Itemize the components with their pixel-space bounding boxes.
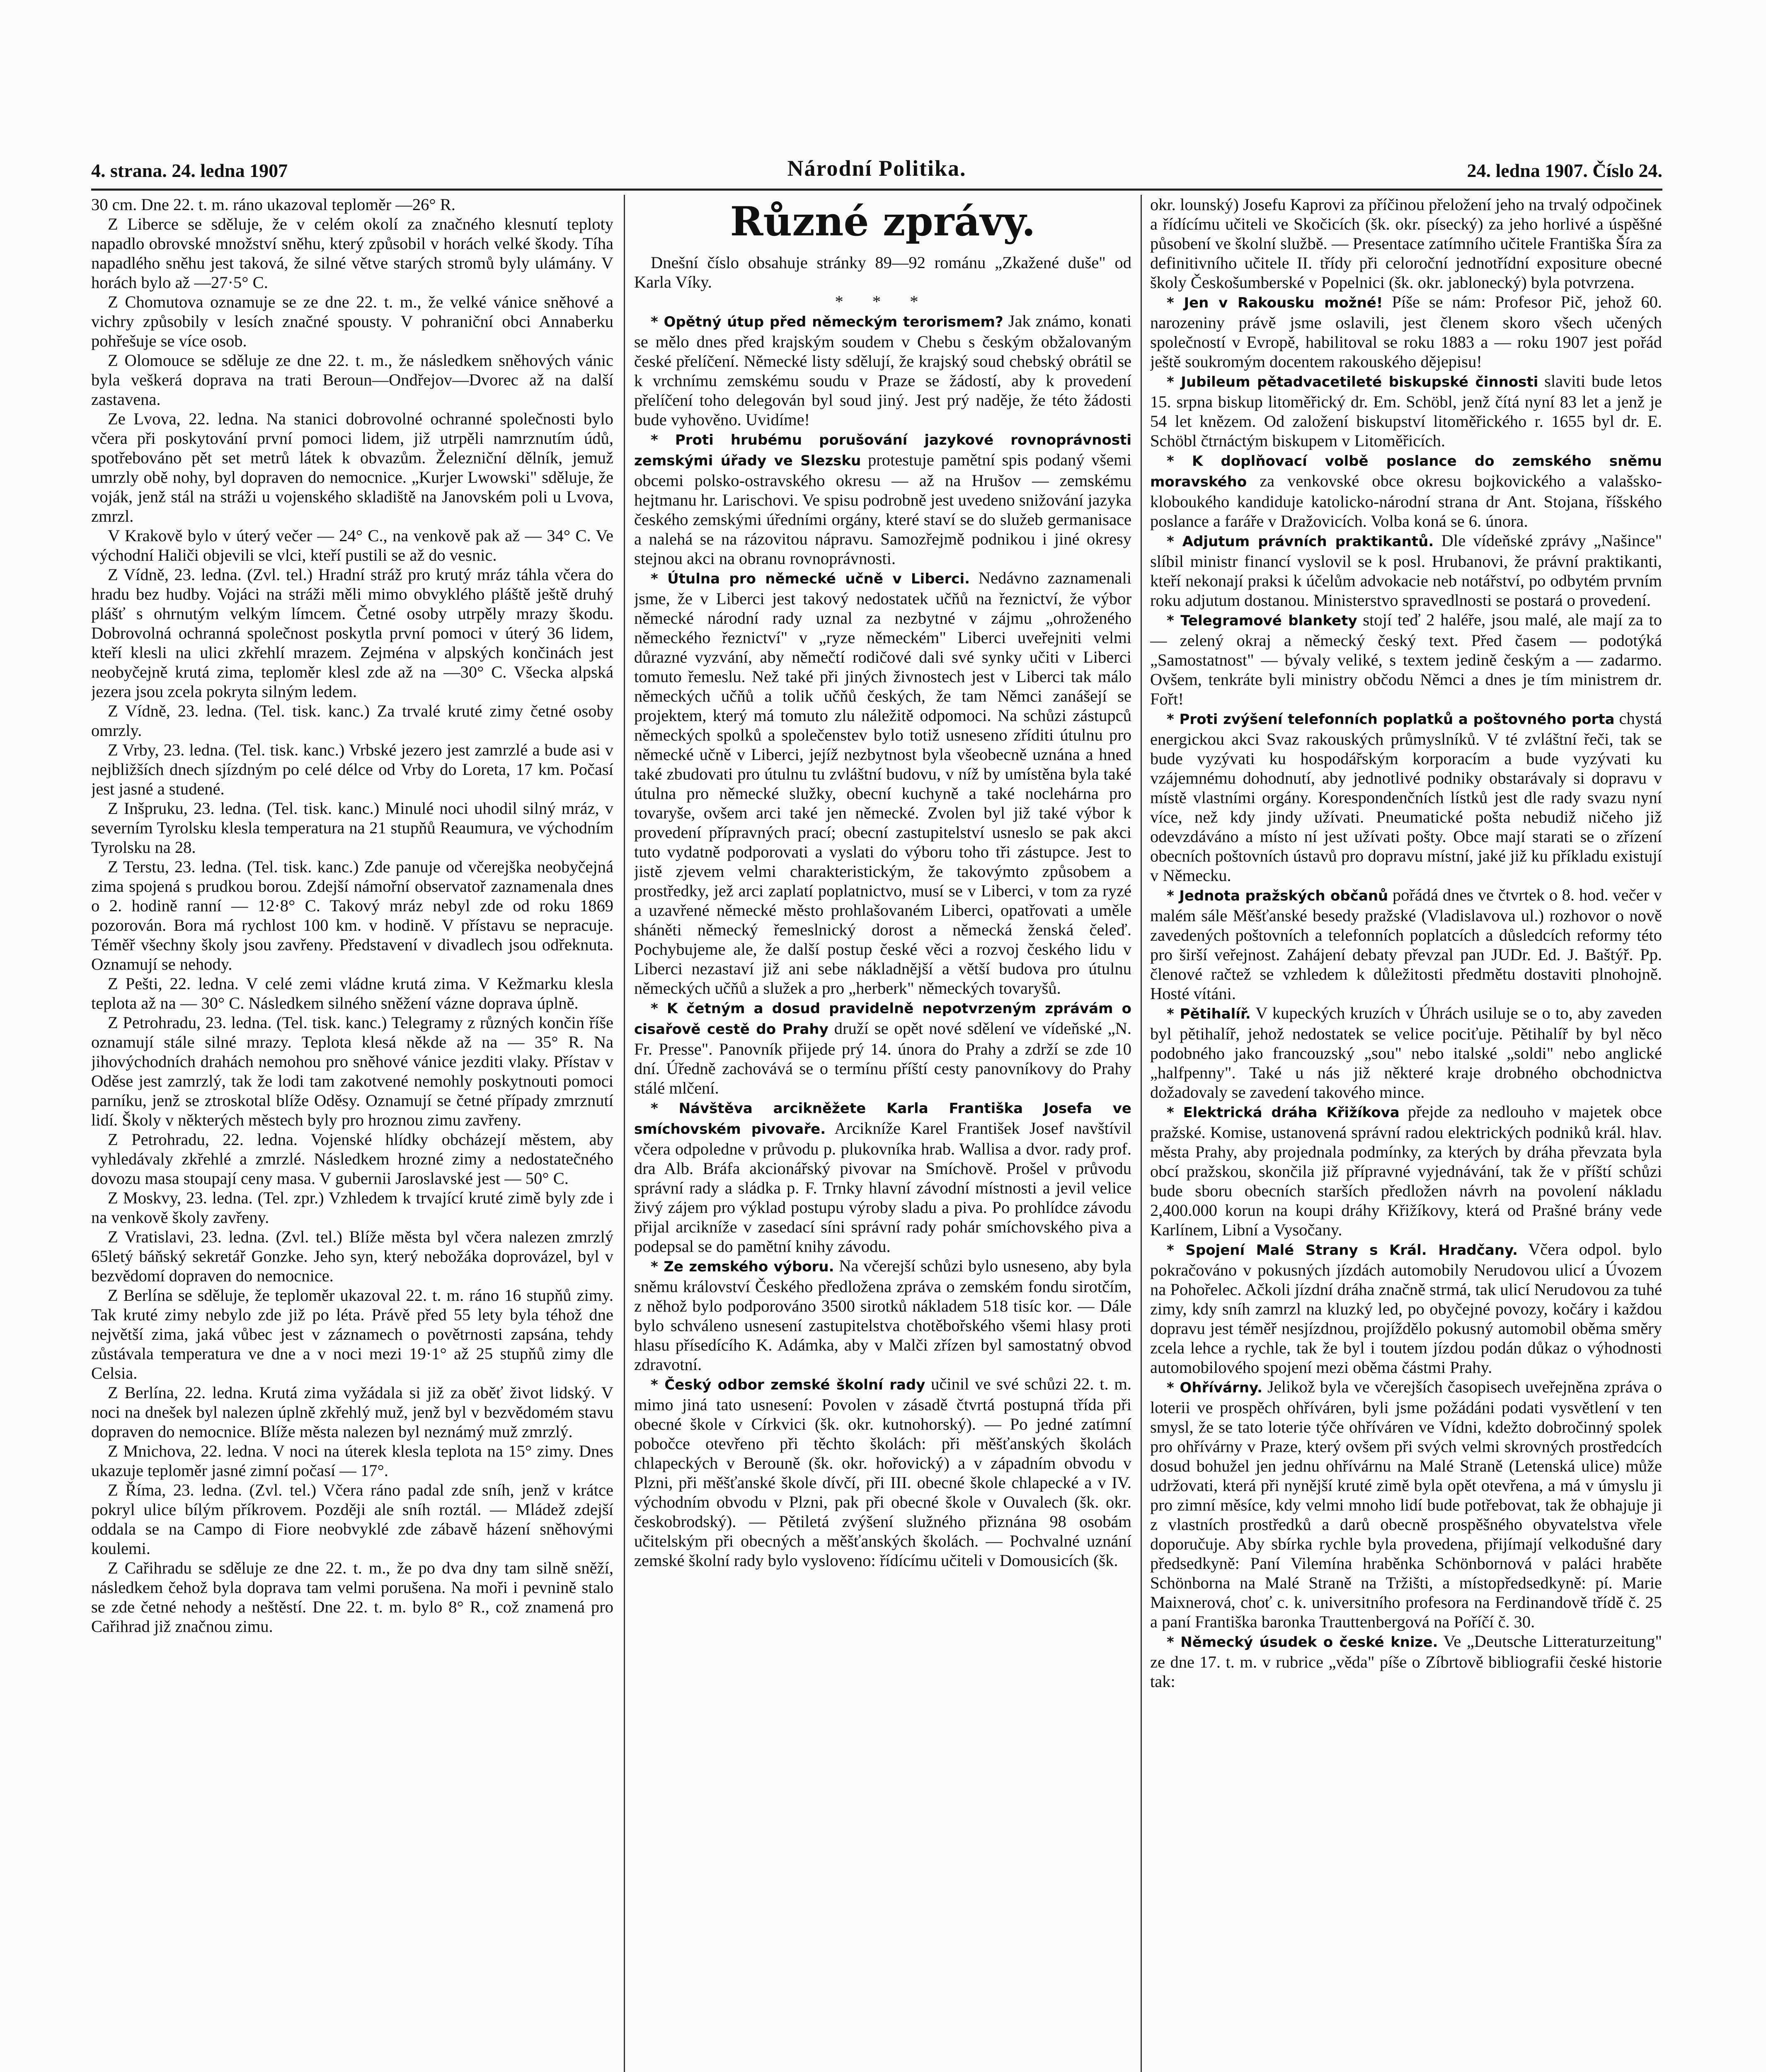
news-item-text: Píše se nám: Profesor Pič, jehož 60. narozeniny právě jsme oslavili, jest členem skoro všech učených společností v Evropě, habilitoval se roku 1883 a — roku 1907 jest pořád ještě soukromým docentem rakouského dějepisu! [1150, 293, 1662, 371]
news-item [1150, 371, 1662, 450]
column-various-news-continued [1150, 195, 1662, 2072]
news-item-title: * Ze zemského výboru. [651, 1259, 834, 1275]
news-item-text: slaviti bude letos 15. srpna biskup litoměřický dr. Em. Schöbl, jenž čítá nyní 83 let a jenž je 54 let knězem. Od založení biskupství litoměřického r. 1655 byl dr. E. Schöbl čtrnáctým biskupem v Litoměřicích. [1150, 372, 1662, 450]
news-item [634, 1374, 1131, 1570]
news-item-text: stojí teď 2 haléře, jsou malé, ale mají za to — zelený okraj a německý český text. Před časem — podotýká „Samostatnost" — bývaly veliké, s textem jedině českým a — zadarmo. Ovšem, tenkráte byli ministry občodu Němci a dnes je tím ministrem dr. Fořt! [1150, 610, 1662, 708]
news-item-title: * Návštěva arcikněžete Karla Františka Josefa ve smíchovském pivovaře. [634, 1100, 1131, 1138]
news-item-title: * Opětný útup před německým terorismem? [651, 314, 1003, 330]
news-item-title: * Ohřívárny. [1167, 1380, 1263, 1396]
news-item-title: * Útulna pro německé učně v Liberci. [651, 571, 970, 587]
news-item [634, 311, 1131, 429]
news-item [1150, 531, 1662, 610]
news-item [1150, 1377, 1662, 1631]
news-item-text: učinil ve své schůzi 22. t. m. mimo jiná tato usnesení: Povolen v zásadě čtvrtá postupná třída při obecné škole v Církvici (šk. okr. kutnohorský). — Po jedné zatímní pobočce otevřeno při těchto školách: při měšťanských školách chlapeckých v Berouně (šk. okr. hořovický) a v západním obvodu v Plzni, při měšťanské škole dívčí, při III. obecné škole chlapecké a v IV. východním obvodu v Plzni, pak při obecné škole v Ouvalech (šk. okr. českobrodský). — Pětiletá zvýšení služného přiznána 98 osobám učitelským při obecných a měšťanských školách. — Pochvalné uznání zemské školní rady bylo vysloveno: řídícímu učiteli v Domousicích (šk. [634, 1375, 1131, 1570]
paragraph: Z Petrohradu, 23. ledna. (Tel. tisk. kanc.) Telegramy z různých končin říše oznamují stále silné mrazy. Teplota klesá někde až na — 35° R. Na jihovýchodních drahách nemohou pro sněhové vánice jezditi vlaky. Přístav v Oděse jest zamrzlý, tak že lodi tam zakotvené nemohly poskytnouti pomoci parníku, jenž se ztroskotal blíže Oděsy. Oznamují se četné případy zmrznutí lidí. Školy v některých městech byly pro hroznou zimu zavřeny. [91, 1013, 613, 1129]
news-item-text: Dle vídeňské zprávy „Našince" slíbil ministr financí vyslovil se k posl. Hrubanovi, že právní praktikanti, kteří nekonají praksi k účelům advokacie neb notářství, po odbytém prvním roku adjutum dostanou. Ministerstvo spravedlnosti se postará o provedení. [1150, 531, 1662, 610]
news-item [1150, 1631, 1662, 1691]
news-item-text: Ve „Deutsche Litteraturzeitung" ze dne 17. t. m. v rubrice „věda" píše o Zíbrtově bibliografii české historie tak: [1150, 1632, 1662, 1691]
news-item [1150, 885, 1662, 1003]
news-item-title: * Německý úsudek o české knize. [1167, 1634, 1438, 1651]
news-item-text: Jelikož byla ve včerejších časopisech uveřejněna zpráva o loterii ve prospěch ohříváren, byli jsme požádáni podati vysvětlení v ten smysl, že se tato loterie týče ohříváren ve Vídni, kdežto dobročinný spolek pro ohřívárny v Praze, který ovšem při svých velmi skrovných prostředcích dosud bohužel jen jednu ohřívárnu na Malé Straně (Letenská ulice) může udržovati, která při nynější kruté zimě byla opět otevřena, a má v úmyslu ji pro zimní měsíce, kdy velmi mnoho lidí bude potřebovat, tak že obhajuje ji z vlastních prostředků a darů obecně prospěšného obyvatelstva vřele doporučuje. Aby sbírka rychle byla provedena, přijímají velkodušné dary předsedkyně: Paní Vilemína hraběnka Schönbornová v paláci hraběte Schönborna na Malé Straně na Tržišti, a místopředsedkyně: pí. Marie Maixnerová, choť c. k. universitního profesora na Ferdinandově třídě č. 25 a paní Františka baronka Trauttenbergová na Poříčí č. 30. [1150, 1377, 1662, 1631]
paragraph: Z Chomutova oznamuje se ze dne 22. t. m., že velké vánice sněhové a vichry způsobily v lesích značné spousty. V pohraniční obci Annaberku pohřešuje se více osob. [91, 293, 613, 350]
column-divider-2 [1141, 195, 1142, 2072]
paragraph: Z Vídně, 23. ledna. (Tel. tisk. kanc.) Za trvalé kruté zimy četné osoby omrzly. [91, 702, 613, 740]
column-weather-reports [91, 195, 613, 2072]
news-item-text: Jak známo, konati se mělo dnes před krajským soudem v Chebu s českým obžalovaným české přelíčení. Německé listy sdělují, že krajský soud chebský obrátil se k vrchnímu zemskému soudu v Praze se žádostí, aby k provedení přelíčení toho delegován byl soud jiný. Jest prý naděje, že této žádosti bude vyhověno. Uvidíme! [634, 312, 1131, 429]
paragraph: Z Terstu, 23. ledna. (Tel. tisk. kanc.) Zde panuje od včerejška neobyčejná zima spojená s prudkou borou. Zdejší námořní observatoř zaznamenala dnes o 2. hodině ranní — 12·8° C. Takový mráz nebyl zde od roku 1869 pozorován. Bora má rychlost 100 km. v hodině. V přístavu se nepracuje. Téměř všechny školy jsou zavřeny. Představení v divadlech jsou odřeknuta. Oznamují se nehody. [91, 857, 613, 973]
newspaper-title: Národní Politika. [787, 156, 967, 181]
paragraph: Z Vídně, 23. ledna. (Zvl. tel.) Hradní stráž pro krutý mráz táhla včera do hradu bez hudby. Vojáci na stráži měli mimo obvyklého pláště ještě druhý plášť s ohrnutým velkým límcem. Četné osoby utrpěly mrazy škodu. Dobrovolná ochranná společnost poskytla první pomoci v úterý 36 lidem, kteří klesli na ulici zkřehlí mrazem. Zejména v alpských končinách jest neobyčejně krutá zima, teploměr klesl zde až na —30° C. Všecka alpská jezera jsou zcela pokryta silným ledem. [91, 565, 613, 701]
news-item-title: * Jubileum pětadvacetileté biskupské činnosti [1167, 374, 1538, 390]
date-issue-number: 24. ledna 1907. Číslo 24. [1467, 160, 1662, 181]
header-rule [91, 189, 1662, 191]
news-item-text: za venkovské obce okresu bojkovického a valašsko-kloboukého kandiduje katolicko-národní strana dr Ant. Stojana, říšského poslance a faráře v Dražovicích. Volba koná se 6. února. [1150, 472, 1662, 530]
news-item [1150, 610, 1662, 709]
paragraph: Z Pešti, 22. ledna. V celé zemi vládne krutá zima. V Kežmarku klesla teplota až na — 30° C. Následkem silného sněžení vázne doprava úplně. [91, 974, 613, 1012]
page-number-date: 4. strana. 24. ledna 1907 [91, 160, 288, 181]
paragraph: Z Říma, 23. ledna. (Zvl. tel.) Včera ráno padal zde sníh, jenž v krátce pokryl ulice bílým příkrovem. Později ale sníh roztál. — Mládež zdejší oddala se na Campo di Fiore neobvyklé zde zábavě házení sněhovými koulemi. [91, 1481, 613, 1558]
column-divider-1 [624, 195, 625, 2072]
news-item-title: * K doplňovací volbě poslance do zemského sněmu moravského [1150, 453, 1662, 490]
paragraph: Z Liberce se sděluje, že v celém okolí za značného klesnutí teploty napadlo obrovské množství sněhu, který způsobil v horách velké škody. Tíha napadlého sněhu jest taková, že silné větve starých stromů byly ulámány. V horách bylo až —27·5° C. [91, 215, 613, 292]
news-item-text: chystá energickou akci Svaz rakouských průmyslníků. V té zvláštní řeči, tak se bude vyzývati ku hospodářským korporacím a bude vyzývati ku vzájemnému dohodnutí, aby jednotlivé podniky obstarávaly si dopravu v místě vlastními orgány. Korespondenčních lístků jest dle rady svazu nyní více, než kdy jindy užívati. Pneumatické pošta nebudiž ničeho již odevzdáváno a místo ní jest užívati pošty. Obce mají starati se o zřízení obecních poštovních ústavů pro dopravu místní, jaké již ku příkladu existují v Německu. [1150, 709, 1662, 885]
news-item [1150, 1102, 1662, 1239]
paragraph: okr. lounský) Josefu Kaprovi za příčinou přeložení jeho na trvalý odpočinek a řídícímu učiteli ve Skočicích (šk. okr. písecký) za jeho horlivé a úspěšné působení ve školní službě. — Presentace zatímního učitele Františka Šíra za definitivního učitele II. třídy při celoroční jednotřídní expositure obecné školy Českošumberské v Popelnici (šk. okr. jablonecký) byla potvrzena. [1150, 195, 1662, 292]
news-item [634, 429, 1131, 568]
news-item [634, 1256, 1131, 1374]
paragraph: Z Mnichova, 22. ledna. V noci na úterek klesla teplota na 15° zimy. Dnes ukazuje teploměr jasné zimní počasí — 17°. [91, 1442, 613, 1480]
paragraph: Z Berlína se sděluje, že teploměr ukazoval 22. t. m. ráno 16 stupňů zimy. Tak kruté zimy nebylo zde již po léta. Právě před 55 lety byla téhož dne největší zima, jaká vůbec jest v záznamech o povětrnosti zapsána, tehdy zůstávala temperatura ve dne a v noci mezi 19·1° až 25 stupňů zimy dle Celsia. [91, 1286, 613, 1382]
paragraph: Z Vratislavi, 23. ledna. (Zvl. tel.) Blíže města byl včera nalezen zmrzlý 65letý báňský sekretář Gonzke. Jeho syn, který nebožáka doprovázel, byl v bezvědomí dopraven do nemocnice. [91, 1227, 613, 1285]
news-item-title: * Proti zvýšení telefonních poplatků a poštovného porta [1167, 711, 1615, 728]
news-item [1150, 1003, 1662, 1102]
paragraph: Z Cařihradu se sděluje ze dne 22. t. m., že po dva dny tam silně sněží, následkem čehož byla doprava tam velmi porušena. Na moři i pevnině stalo se zde četné nehody a neštěstí. Dne 22. t. m. bylo 8° R., což znamená pro Cařihrad již značnou zimu. [91, 1559, 613, 1636]
news-item-text: Včera odpol. bylo pokračováno v pokusných jízdách automobily Nerudovou ulicí a Úvozem na Pohořelec. Ačkoli jízdní dráha značně strmá, tak ulicí Nerudovou za tuhé zimy, kdy sníh zamrzl na kluzký led, po obyčejné povozy, kočáry i každou dopravu jest téměř nesjízdnou, projíždělo pokusný automobil oběma směry zcela lehce a rychle, tak že byl i toutem jízdou podán důkaz o výhodnosti automobilového spojení mezi oběma částmi Prahy. [1150, 1240, 1662, 1377]
news-item-text: Arcikníže Karel František Josef navštívil včera odpoledne v průvodu p. plukovníka hrab. Wallisa a dvor. rady prof. dra Alb. Bráfa akcionářský pivovar na Smíchově. Prošel v průvodu správní rady a sládka p. F. Trnky hlavní závodní místnosti a jevil velice živý zájem pro výklad postupu výroby sladu a piva. Po prohlídce závodu přijal arcikníže v zasedací síni správní rady pohár smíchovského piva a podepsal se do pamětní knihy závodu. [634, 1119, 1131, 1256]
news-item [634, 1098, 1131, 1256]
paragraph: Z Olomouce se sděluje ze dne 22. t. m., že následkem sněhových vánic byla veškerá doprava na trati Beroun—Ondřejov—Dvorec až na další zastavena. [91, 351, 613, 409]
separator-stars: * * * [835, 292, 931, 311]
paragraph: V Krakově bylo v úterý večer — 24° C., na venkově pak až — 34° C. Ve východní Haliči objevili se vlci, kteří pustili se až do vesnic. [91, 526, 613, 564]
paragraph: Z Inšpruku, 23. ledna. (Tel. tisk. kanc.) Minulé noci uhodil silný mráz, v severním Tyrolsku klesla temperatura na 21 stupňů Reaumura, ve východním Tyrolsku na 28. [91, 799, 613, 857]
paragraph: 30 cm. Dne 22. t. m. ráno ukazoval teploměr —26° R. [91, 195, 455, 214]
paragraph: Dnešní číslo obsahuje stránky 89—92 románu „Zkažené duše" od Karla Víky. [634, 253, 1131, 291]
column-various-news [634, 195, 1131, 2072]
news-item-title: * Jen v Rakousku možné! [1167, 295, 1383, 311]
news-item-title: * Proti hrubému porušování jazykové rovnoprávnosti zemskými úřady ve Slezsku [634, 432, 1131, 469]
news-item-title: * Český odbor zemské školní rady [651, 1377, 925, 1393]
news-item [634, 998, 1131, 1098]
news-item [1150, 1239, 1662, 1377]
paragraph: Z Berlína, 22. ledna. Krutá zima vyžádala si již za oběť život lidský. V noci na dnešek byl nalezen úplně zkřehlý muž, jenž byl v bezvědomém stavu dopraven do nemocnice. Blíže města nalezen byl neznámý muž zmrzlý. [91, 1383, 613, 1441]
page-header [91, 155, 1662, 189]
news-item-title: * Pětihalíř. [1167, 1006, 1251, 1022]
paragraph: Z Petrohradu, 22. ledna. Vojenské hlídky obcházejí městem, aby vyhledávaly zkřehlé a zmrzlé. Následkem hrozné zimy a nedostatečného dovozu masa stoupají ceny masa. V gubernii Jaroslavské jest — 50° C. [91, 1130, 613, 1188]
news-item [634, 568, 1131, 998]
news-item-text: pořádá dnes ve čtvrtek o 8. hod. večer v malém sále Měšťanské besedy pražské (Vladislavova ul.) rozhovor o nově zavedených poštovních a telefonních poplatcích a důsledcích reformy této pro širší veřejnost. Zahájení debaty převzal pan JUDr. Ed. J. Baštýř. Pp. členové račtež se vzhledem k důležitosti předmětu dostaviti plnohojně. Hosté vítáni. [1150, 886, 1662, 1003]
news-item-title: * Jednota pražských občanů [1167, 888, 1388, 904]
news-item [1150, 450, 1662, 531]
news-item-title: * K četným a dosud pravidelně nepotvrzeným zprávám o cisařově cestě do Prahy [634, 1000, 1131, 1038]
news-item-text: Na včerejší schůzi bylo usneseno, aby byla sněmu království Českého předložena zpráva o zemském fondu sirotčím, z něhož bylo podporováno 3500 sirotků nákladem 518 tisíc kor. — Dále bylo schváleno usnesení zastupitelstva chotěbořského všemi hlasy proti hlasu přísedícího K. Adámka, aby v Malči zřízen byl samostatný obvod zdravotní. [634, 1256, 1131, 1374]
news-item-title: * Telegramové blankety [1167, 612, 1357, 629]
news-item-text: druží se opět nové sdělení ve vídeňské „N. Fr. Presse". Panovník přijede prý 14. února do Prahy a zdrží se zde 10 dní. Úředně zachovává se o termínu příští cesty panovníkovy do Prahy stálé mlčení. [634, 1019, 1131, 1097]
news-item-text: V kupeckých kruzích v Úhrách usiluje se o to, aby zaveden byl pětihalíř, jehož nedostatek se velice pociťuje. Pětihalíř by byl něco podobného jako francouzský „sou" nebo italské „soldi" nebo anglické „halfpenny". Také u nás již některé kraje drobného obchodnictva dožadovaly se zavedení takového mince. [1150, 1004, 1662, 1101]
section-heading: Různé zprávy. [730, 198, 1036, 245]
news-item-text: přejde za nedlouho v majetek obce pražské. Komise, ustanovená správní radou elektrických podniků král. hlav. města Prahy, aby projednala podmínky, za kterých by dráha převzata byla obcí pražskou, skončila již přípravné vyjednávání, tak že v příští schůzi bude sboru obecních starších předložen návrh na povolení nákladu 2,400.000 korun na koupi dráhy Křižíkovy, která od Prašné brány vede Karlínem, Libní a Vysočany. [1150, 1102, 1662, 1239]
paragraph: Ze Lvova, 22. ledna. Na stanici dobrovolné ochranné společnosti bylo včera při poskytování první pomoci lidem, již utrpěli namrznutím údů, spotřebováno pět set metrů látek k obvazům. Železniční dělník, jemuž umrzly obě nohy, byl dopraven do nemocnice. „Kurjer Lwowski" sděluje, že voják, jenž stál na stráži u vojenského skladiště na Janovském poli u Lvova, zmrzl. [91, 409, 613, 525]
news-item-title: * Spojení Malé Strany s Král. Hradčany. [1167, 1242, 1518, 1259]
news-item-text: Nedávno zaznamenali jsme, že v Liberci jest takový nedostatek učňů na řeznictví, že výbor německé národní rady uznal za nezbytné v zájmu „ohroženého německého řeznictví" v „ryze německém" Liberci uveřejniti velmi důrazné vyzvání, aby němečtí rodičové dali své synky učiti v Liberci tomuto řemeslu. Než také při jiných živnostech jest v Liberci tak málo německých učňů a tolik učňů českých, že tam Němci zanášejí se projektem, který má tomuto zlu náležitě odpomoci. Na schůzi zástupců německých spolků a společenstev bylo totiž usneseno zříditi útulnu pro německé učně v Liberci, jejíž nezbytnost byla všeobecně uznána a hned také zbudovati pro útulnu tu zvláštní budovu, v níž by umístěna byla také útulna pro německé služky, obecní kuchyně a také noclehárna pro tovaryše, ovšem arci také jen německé. Zvolen byl již také výbor k provedení přípravných prací; obecní zastupitelství usneslo se pak akci tuto vydatně podporovati a vyslati do výboru toho tři zástupce. Jest to jistě zjevem velmi charakteristickým, že takovýmto způsobem a prostředky, jež arci zaplatí poplatnictvo, musí se v Liberci, v tom za ryzé a uzavřené německé město prohlašovaném Liberci, opatřovati a uměle sháněti německý řemeslnický dorost a německá ženská čeleď. Pochybujeme ale, že další postup české věci a rozvoj českého lidu v Liberci nezastaví již ani sebe nákladnější a větší budova pro útulnu německých učňů a služek a pro „herberk" německých tovaryšů. [634, 569, 1131, 997]
news-item [1150, 292, 1662, 371]
news-item [1150, 709, 1662, 885]
paragraph: Z Moskvy, 23. ledna. (Tel. zpr.) Vzhledem k trvající kruté zimě byly zde i na venkově školy zavřeny. [91, 1188, 613, 1227]
news-item-title: * Adjutum právních praktikantů. [1167, 533, 1434, 550]
news-item-text: protestuje pamětní spis podaný všemi obcemi polsko-ostravského okresu — až na Hrušov — zemskému hejtmanu hr. Larischovi. Ve spisu podrobně jest uvedeno snižování jazyka českého zemskými úředními orgány, které staví se do služeb germanisace a nalehá se na rázovitou nápravu. Samozřejmě podnikou i jiné okresy stejnou akci na obranu rovnoprávnosti. [634, 450, 1131, 568]
news-item-title: * Elektrická dráha Křižíkova [1167, 1104, 1400, 1121]
paragraph: Z Vrby, 23. ledna. (Tel. tisk. kanc.) Vrbské jezero jest zamrzlé a bude asi v nejbližších dnech sjízdným po celé délce od Vrby do Loreta, 17 km. Počasí jest jasné a studené. [91, 741, 613, 798]
